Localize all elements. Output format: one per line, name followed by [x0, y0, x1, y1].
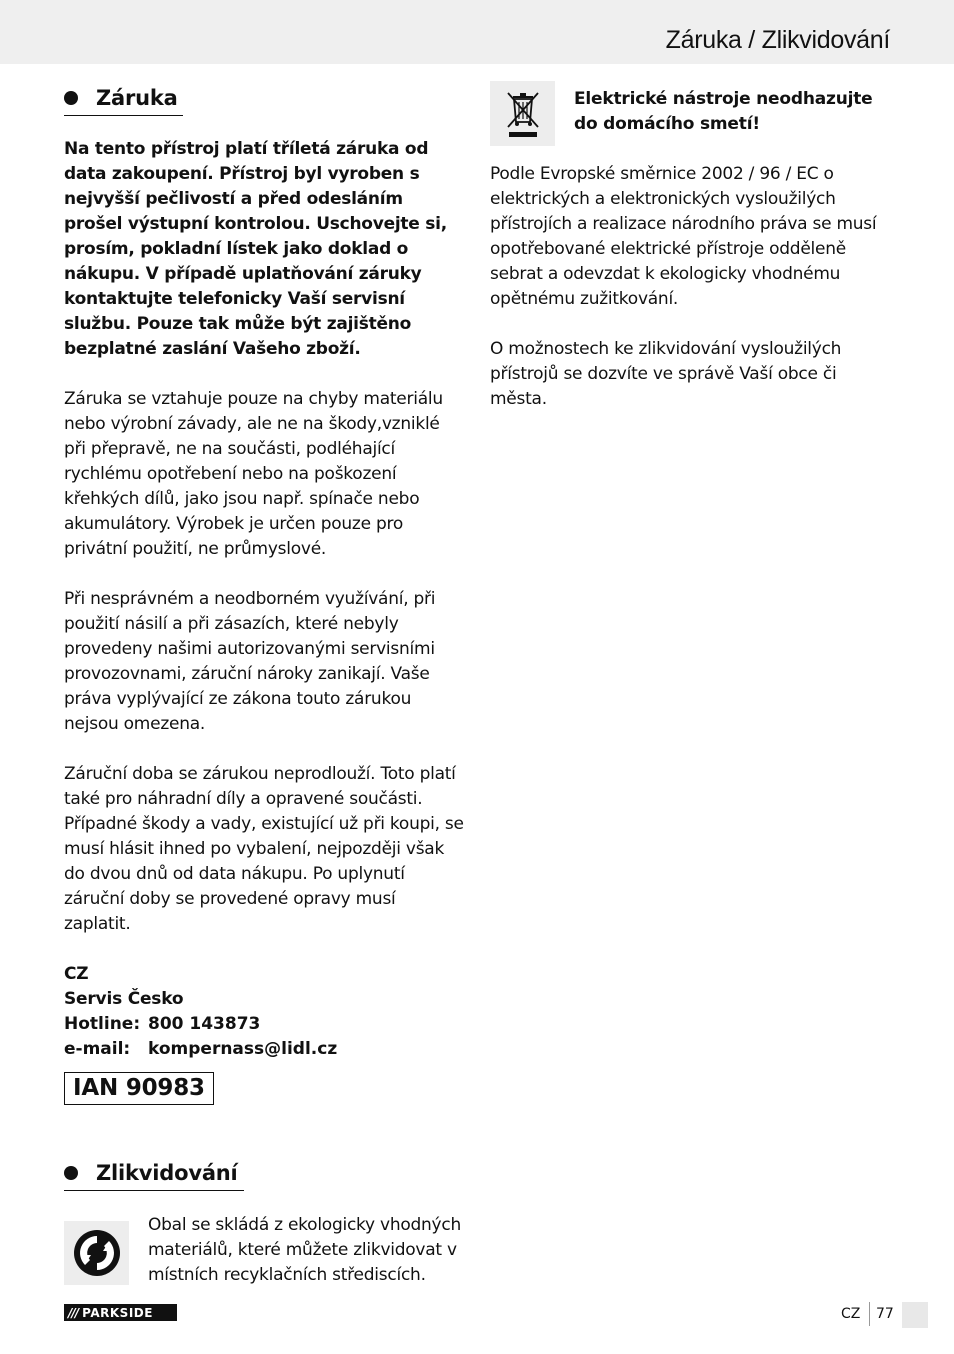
- warranty-heading-text: Záruka: [96, 85, 178, 110]
- warranty-para-2: Při nesprávném a neodborném využívání, při použití násilí a při zásazích, které nebyly provedeny našimi autorizovanými servisními provozovnami, záruční nároky zanikají. Vaše práva vyplývající ze zákona touto zárukou nejsou omezena.: [64, 589, 436, 734]
- contact-email: [64, 1037, 466, 1062]
- footer-language: CZ: [841, 1306, 861, 1322]
- disposal-heading-text: Zlikvidování: [96, 1160, 238, 1185]
- bullet-icon: [64, 1166, 78, 1180]
- warranty-para-3: Záruční doba se zárukou neprodlouží. Toto platí také pro náhradní díly a opravené součásti. Případné škody a vady, existující už při koupi, se musí hlásit ihned po vybalení, nejpozději však do dvou dnů od data nákupu. Po uplynutí záruční doby se provedené opravy musí zaplatit.: [64, 764, 464, 934]
- warranty-para-1: Záruka se vztahuje pouze na chyby materiálu nebo výrobní závady, ale ne na škody,vzniklé při přepravě, ne na součásti, podléhající rychlému opotřebení nebo na poškození křehkých dílů, jako jsou např. spínače nebo akumulátory. Výrobek je určen pouze pro privátní použití, ne průmyslové.: [64, 389, 443, 559]
- footer-divider: [869, 1302, 870, 1326]
- bullet-icon: [64, 91, 78, 105]
- logo-stripes: ///: [68, 1305, 79, 1320]
- footer-marker: [902, 1302, 928, 1328]
- logo-text: PARKSIDE: [82, 1305, 153, 1320]
- header-bar: [0, 0, 954, 64]
- left-column: [64, 80, 466, 1288]
- weee-block: [490, 80, 892, 146]
- packaging-text: Obal se skládá z ekologicky vhodných materiálů, které můžete zlikvidovat v místních recyklačních střediscích.: [148, 1215, 461, 1285]
- green-dot-recycle-icon: [64, 1221, 129, 1285]
- contact-country: CZ: [64, 964, 89, 984]
- ian-badge: IAN 90983: [64, 1072, 214, 1105]
- disposal-heading: [64, 1155, 244, 1191]
- email-value: kompernass@lidl.cz: [148, 1039, 338, 1059]
- weee-warning: Elektrické nástroje neodhazujte do domácího smetí!: [574, 89, 873, 134]
- warranty-intro: Na tento přístroj platí tříletá záruka od data zakoupení. Přístroj byl vyroben s nejvyšší pečlivostí a před odesláním prošel výstupní kontrolou. Uschovejte si, prosím, pokladní lístek jako doklad o nákupu. V případě uplatňování záruky kontaktujte telefonicky Vaší servisní službu. Pouze tak může být zajištěno bezplatné zaslání Vašeho zboží.: [64, 139, 447, 359]
- contact-block: [64, 962, 466, 1062]
- weee-para-1: Podle Evropské směrnice 2002 / 96 / EC o elektrických a elektronických vysloužilých přístrojích a realizace národního práva se musí opotřebované elektrické přístroje odděleně sebrat a odevzdat k ekologicky vhodnému opětnému zužitkování.: [490, 164, 877, 309]
- weee-para-2: O možnostech ke zlikvidování vysloužilých přístrojů se dozvíte ve správě Vaší obce či města.: [490, 339, 842, 409]
- parkside-logo: [64, 1304, 177, 1321]
- contact-hotline: [64, 1012, 466, 1037]
- crossed-out-bin-icon: [490, 81, 555, 146]
- email-label: e-mail:: [64, 1039, 131, 1059]
- contact-service: Servis Česko: [64, 989, 184, 1009]
- warranty-heading: [64, 80, 183, 116]
- hotline-label: Hotline:: [64, 1014, 141, 1034]
- page-title: Záruka / Zlikvidování: [665, 26, 890, 54]
- page-number: 77: [876, 1306, 894, 1322]
- packaging-block: [64, 1213, 466, 1288]
- hotline-value: 800 143873: [148, 1014, 261, 1034]
- right-column: [490, 80, 892, 412]
